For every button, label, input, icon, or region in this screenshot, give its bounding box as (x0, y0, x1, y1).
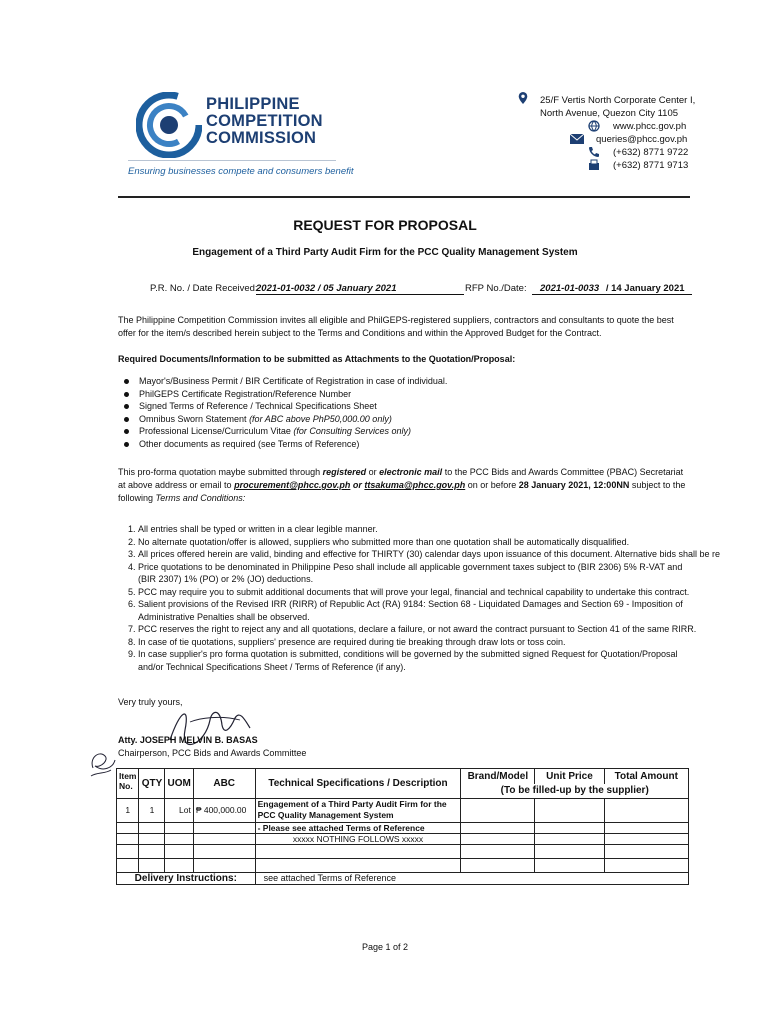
signatory-name: Atty. JOSEPH MELVIN B. BASAS (118, 735, 258, 745)
supplier-note: (To be filled-up by the supplier) (461, 784, 689, 799)
phone-icon (587, 146, 601, 158)
list-item: 8. In case of tie quotations, suppliers' presence are required during tie breaking through draw lots or toss coin. (128, 636, 566, 647)
pr-value: 2021-01-0032 / 05 January 2021 (256, 283, 397, 294)
header-unit-price: Unit Price (535, 769, 604, 784)
header-spec: Technical Specifications / Description (255, 769, 461, 799)
location-pin-icon (516, 92, 530, 104)
fax-row: (+632) 8771 9713 (613, 159, 695, 172)
globe-icon (587, 120, 601, 132)
document-title: REQUEST FOR PROPOSAL (293, 217, 477, 233)
logo-line-1: PHILIPPINE (206, 95, 300, 113)
delivery-row (117, 873, 689, 885)
total-amount-input[interactable] (604, 823, 688, 834)
table-row (117, 823, 689, 834)
fax-icon (587, 159, 601, 171)
pr-label: P.R. No. / Date Received: (150, 283, 258, 294)
brand-model-input[interactable] (461, 799, 535, 823)
envelope-icon (570, 133, 584, 145)
list-item: PhilGEPS Certificate Registration/Reference Number (122, 388, 447, 401)
list-item: Mayor's/Business Permit / BIR Certificate of Registration in case of individual. (122, 375, 447, 388)
unit-price-input[interactable] (535, 823, 604, 834)
table-row (117, 859, 689, 873)
list-item: Omnibus Sworn Statement (for ABC above PhP50,000.00 only) (122, 413, 447, 426)
required-documents-list (122, 375, 447, 450)
abc-value: ₱ 400,000.00 (193, 799, 255, 823)
logo-line-3: COMMISSION (206, 129, 317, 147)
list-item: Professional License/Curriculum Vitae (for Consulting Services only) (122, 425, 447, 438)
website-link[interactable]: www.phcc.gov.ph (613, 121, 687, 132)
nothing-follows: xxxxx NOTHING FOLLOWS xxxxx (255, 834, 461, 845)
list-item: Signed Terms of Reference / Technical Specifications Sheet (122, 400, 447, 413)
intro-paragraph: The Philippine Competition Commission invites all eligible and PhilGEPS-registered suppliers, contractors and consultants to quote the best offer for the item/s described herein subject to the Terms and Conditions and within the Approved Budget for the Contract. (118, 315, 674, 338)
rfp-value-field (532, 283, 692, 295)
rfp-date: / 14 January 2021 (605, 283, 685, 294)
procurement-email-link[interactable]: procurement@phcc.gov.ph (234, 480, 351, 490)
list-item: 6. Salient provisions of the Revised IRR (RIRR) of Republic Act (RA) 9184: Section 68 - Liquidated Damages and Section 69 - Imposition of Administrative Penalties shall be observed. (128, 599, 683, 622)
list-item: 2. No alternate quotation/offer is allowed, suppliers who submitted more than one quotation shall be automatically disqualified. (128, 536, 630, 547)
list-item: 9. In case supplier's pro forma quotation is submitted, conditions will be governed by the submitted signed Request for Quotation/Proposal and/or Technical Specifications Sheet / Terms of Reference (if any). (128, 649, 678, 672)
logo-line-2: COMPETITION (206, 112, 323, 130)
header-uom: UOM (165, 769, 193, 799)
list-item: 7. PCC reserves the right to reject any and all quotations, declare a failure, or not award the contract pursuant to Section 41 of the same RIRR. (128, 624, 697, 634)
header-divider (118, 196, 690, 198)
spec-note: - Please see attached Terms of Reference (255, 823, 461, 834)
spec-title: Engagement of a Third Party Audit Firm for the PCC Quality Management System (255, 799, 461, 823)
pr-value-field (256, 283, 464, 295)
delivery-value: see attached Terms of Reference (255, 873, 688, 885)
table-row (117, 845, 689, 859)
logo-wordmark (206, 96, 323, 147)
header-item-no: Item No. (117, 769, 139, 799)
table-row: 1 1 Lot ₱ 400,000.00 Engagement of a Third Party Audit Firm for the PCC Quality Management System (117, 799, 689, 823)
table-row (117, 834, 689, 845)
list-item: 4. Price quotations to be denominated in Philippine Peso shall include all applicable government taxes subject to (BIR 2306) 5% R-VAT and (BIR 2307) 1% (PO) or 2% (JO) deductions. (128, 561, 683, 584)
list-item: 3. All prices offered herein are valid, binding and effective for THIRTY (30) calendar days upon issuance of this document. Alternative bids shall be re (128, 549, 720, 559)
terms-list (128, 523, 720, 673)
items-table (116, 768, 689, 885)
sakuma-email-link[interactable]: ttsakuma@phcc.gov.ph (364, 480, 466, 490)
rfp-label: RFP No./Date: (465, 283, 527, 294)
header-brand: Brand/Model (461, 769, 535, 784)
document-subtitle: Engagement of a Third Party Audit Firm for the PCC Quality Management System (192, 247, 578, 258)
tagline: Ensuring businesses compete and consumers benefit (128, 166, 354, 177)
brand-model-input[interactable] (461, 823, 535, 834)
header-total: Total Amount (604, 769, 688, 784)
total-amount-input[interactable] (604, 799, 688, 823)
tagline-divider (128, 160, 336, 161)
list-item: 5. PCC may require you to submit additional documents that will prove your legal, financial and technical capability to undertake this contract. (128, 586, 690, 597)
header-abc: ABC (193, 769, 255, 799)
list-item: Other documents as required (see Terms of Reference) (122, 438, 447, 451)
email-link[interactable]: queries@phcc.gov.ph (596, 134, 688, 145)
signatory-title: Chairperson, PCC Bids and Awards Committee (118, 748, 307, 758)
page-number: Page 1 of 2 (361, 942, 409, 952)
unit-price-input[interactable] (535, 799, 604, 823)
rfp-number: 2021-01-0033 (540, 283, 600, 294)
closing: Very truly yours, (118, 697, 183, 707)
submission-paragraph: This pro-forma quotation maybe submitted through registered or electronic mail to the PCC Bids and Awards Committee (PBAC) Secretariat at above address or email to procurement@phcc.gov.ph or ttsakuma@phcc.gov.ph on or before 28 January 2021, 12:00NN subject to the following Terms and Conditions: (118, 467, 686, 503)
email-row (596, 133, 695, 146)
contact-block (540, 94, 695, 172)
address-line-2: North Avenue, Quezon City 1105 (540, 108, 679, 119)
website-row (613, 120, 695, 133)
list-item: 1. All entries shall be typed or written in a clear legible manner. (128, 524, 378, 534)
delivery-label: Delivery Instructions: (117, 873, 256, 885)
pcc-logo-icon (136, 92, 202, 158)
phone-row: (+632) 8771 9722 (613, 146, 695, 159)
required-heading: Required Documents/Information to be submitted as Attachments to the Quotation/Proposal: (118, 354, 516, 364)
address-line-1: 25/F Vertis North Corporate Center I, (540, 94, 695, 107)
header-qty: QTY (139, 769, 165, 799)
